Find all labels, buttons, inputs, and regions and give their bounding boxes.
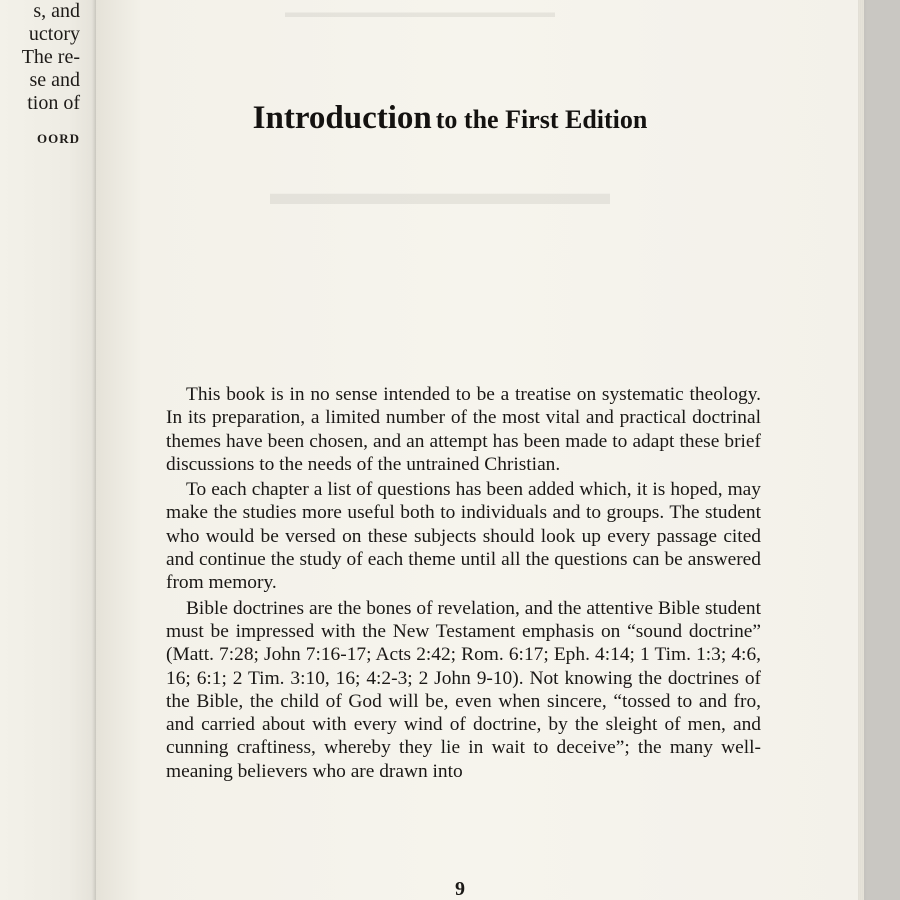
previous-page-line: se and	[29, 69, 80, 91]
title-main: Introduction	[252, 100, 432, 136]
previous-page-line: tion of	[27, 92, 80, 114]
page-edges	[858, 0, 864, 900]
bleed-through-text: ▬▬▬▬▬▬▬▬▬▬▬▬▬▬▬▬▬▬	[285, 5, 555, 21]
paragraph: Bible doctrines are the bones of revelation, and the attentive Bible student must be impressed with the New Testament emphasis on “sound doctrine” (Matt. 7:28; John 7:16-17; Acts 2:42; Rom. 6:17; Eph. 4:14; 1 Tim. 1:3; 4:6, 16; 6:1; 2 Tim. 3:10, 16; 4:2-3; 2 John 9-10). Not knowing the doctrines of the Bible, the child of God will be, even when sincere, “tossed to and fro, and carried about with every wind of doctrine, by the sleight of men, and cunning craftiness, whereby they lie in wait to deceive”; the many well-meaning believers who are drawn into	[166, 597, 761, 782]
author-name-fragment: OORD	[37, 131, 80, 146]
paragraph: To each chapter a list of questions has been added which, it is hoped, may make the studies more useful both to individuals and to groups. The student who would be versed on these subjects should look up every passage cited and continue the study of each theme until all the questions can be answered from memory.	[166, 479, 761, 594]
body-text	[166, 383, 761, 783]
title-rest: to the First Edition	[435, 105, 648, 134]
previous-page	[0, 0, 102, 900]
previous-page-line: The re-	[21, 46, 80, 68]
previous-page-line: uctory	[28, 23, 80, 45]
paragraph: This book is in no sense intended to be a treatise on systematic theology. In its preparation, a limited number of the most vital and practical doctrinal themes have been chosen, and an attempt has been made to adapt these brief discussions to the needs of the untrained Christian.	[166, 384, 761, 475]
page-number: 9	[455, 878, 465, 900]
page-title	[120, 100, 780, 137]
bleed-through-text: ▬▬▬▬▬▬▬▬▬▬	[270, 175, 610, 212]
previous-page-line: s, and	[33, 0, 80, 22]
previous-page-text	[0, 0, 80, 150]
